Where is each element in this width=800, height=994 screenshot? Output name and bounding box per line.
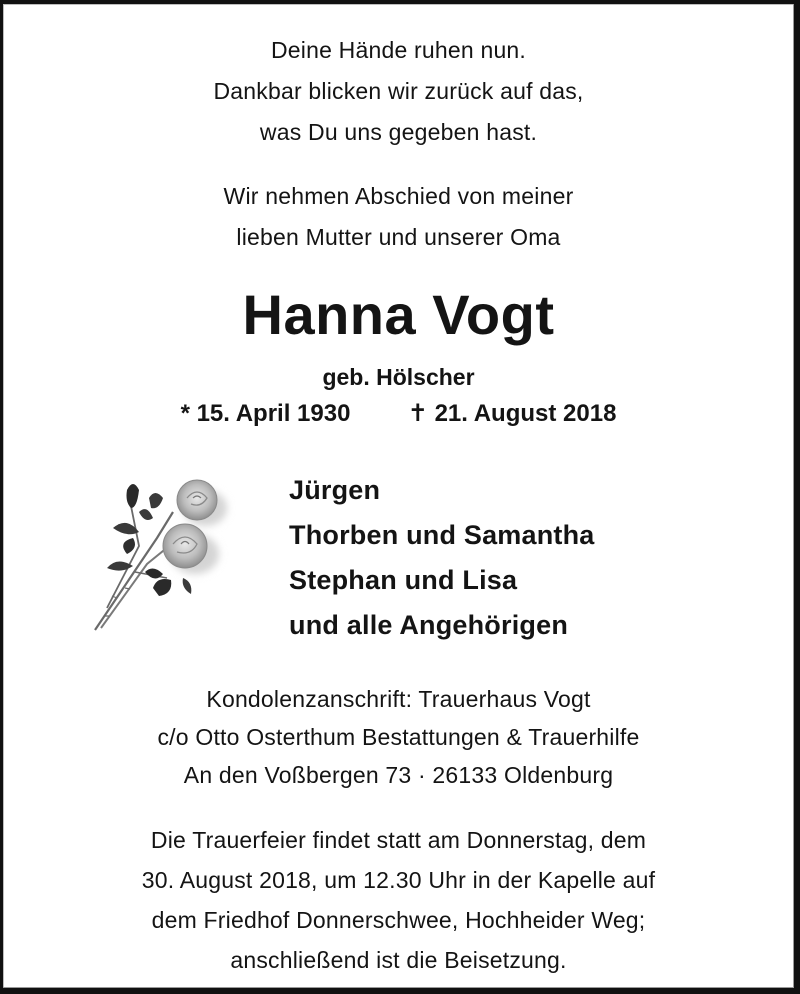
service-line: Die Trauerfeier findet statt am Donnerstag, dem	[150, 827, 647, 853]
death-date: 21. August 2018	[434, 400, 617, 427]
farewell-line: Wir nehmen Abschied von meiner	[223, 183, 574, 209]
poem-line: Dankbar blicken wir zurück auf das,	[213, 78, 584, 104]
maiden-name: geb. Hölscher	[322, 364, 475, 390]
poem-line: Deine Hände ruhen nun.	[270, 37, 527, 63]
address-line: Kondolenzanschrift: Trauerhaus Vogt	[206, 686, 591, 712]
birth-date: 15. April 1930	[196, 400, 351, 427]
service-line: 30. August 2018, um 12.30 Uhr in der Kapelle auf	[141, 867, 656, 893]
birth-star-icon: *	[180, 400, 190, 427]
condolence-address	[3, 680, 794, 794]
poem-line: was Du uns gegeben hast.	[259, 119, 538, 145]
service-line: anschließend ist die Beisetzung.	[230, 947, 567, 973]
farewell-line: lieben Mutter und unserer Oma	[236, 224, 561, 250]
mourner-name: und alle Angehörigen	[289, 610, 569, 640]
rose-icon	[87, 468, 237, 638]
deceased-name: Hanna Vogt	[242, 283, 555, 346]
mourners-list	[289, 468, 595, 648]
address-line: c/o Otto Osterthum Bestattungen & Trauerhilfe	[157, 724, 640, 750]
mourner-name: Jürgen	[289, 475, 381, 505]
mourner-name: Thorben und Samantha	[289, 520, 595, 550]
funeral-service-info	[3, 820, 794, 980]
farewell-text	[3, 176, 794, 258]
address-line: An den Voßbergen 73 · 26133 Oldenburg	[183, 762, 614, 788]
poem-verse	[3, 30, 794, 153]
life-dates	[3, 396, 794, 432]
mourner-name: Stephan und Lisa	[289, 565, 518, 595]
service-line: dem Friedhof Donnerschwee, Hochheider Weg;	[151, 907, 646, 933]
obituary-notice	[3, 4, 794, 988]
death-cross-icon: ✝	[407, 400, 428, 427]
